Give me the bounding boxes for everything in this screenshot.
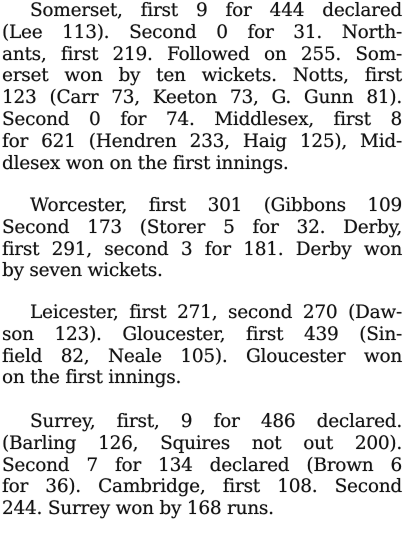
- text-line: Second 7 for 134 declared (Brown 6: [2, 454, 402, 476]
- text-line: Surrey, first, 9 for 486 declared.: [30, 411, 402, 432]
- paragraph-worcester-derby: [0, 195, 402, 282]
- paragraph-surrey-cambridge: [0, 411, 402, 520]
- text-line: 123 (Carr 73, Keeton 73, G. Gunn 81).: [2, 87, 402, 109]
- text-line: Somerset, first 9 for 444 declared: [30, 0, 402, 21]
- text-line: dlesex won on the first innings.: [2, 152, 289, 174]
- text-line: ants, first 219. Followed on 255. Som-: [2, 43, 402, 65]
- text-line: for 621 (Hendren 233, Haig 125), Mid-: [2, 130, 402, 152]
- text-line: (Lee 113). Second 0 for 31. North-: [2, 21, 402, 43]
- text-line: field 82, Neale 105). Gloucester won: [2, 345, 402, 367]
- text-line: (Barling 126, Squires not out 200).: [2, 432, 402, 454]
- paragraph-leicester-gloucester: [0, 302, 402, 389]
- text-line: son 123). Gloucester, first 439 (Sin-: [2, 323, 402, 345]
- text-line: on the first innings.: [2, 367, 182, 389]
- text-line: Second 173 (Storer 5 for 32. Derby,: [2, 216, 402, 238]
- text-line: Leicester, first 271, second 270 (Daw-: [30, 302, 402, 323]
- text-line: 244. Surrey won by 168 runs.: [2, 498, 274, 520]
- text-line: by seven wickets.: [2, 260, 163, 282]
- text-line: first 291, second 3 for 181. Derby won: [2, 238, 402, 260]
- text-line: erset won by ten wickets. Notts, first: [2, 65, 402, 87]
- paragraph-somerset-northants-notts-middlesex: [0, 0, 402, 174]
- text-line: Second 0 for 74. Middlesex, first 8: [2, 108, 402, 130]
- text-line: for 36). Cambridge, first 108. Second: [2, 476, 402, 498]
- text-line: Worcester, first 301 (Gibbons 109: [30, 195, 402, 216]
